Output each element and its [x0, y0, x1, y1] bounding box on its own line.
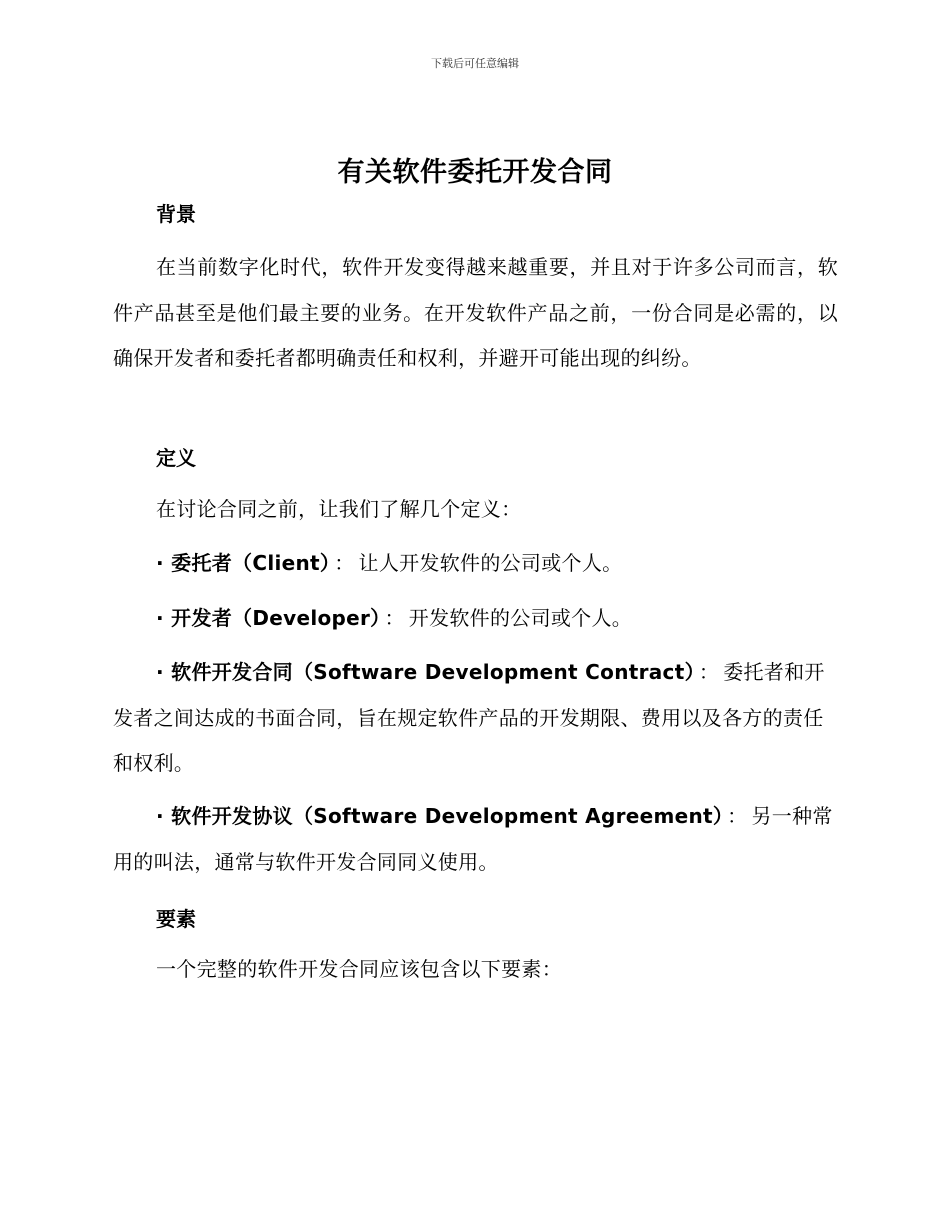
definition-description: 让人开发软件的公司或个人。	[358, 551, 623, 575]
definition-description: 开发软件的公司或个人。	[408, 606, 633, 630]
section-heading-background: 背景	[156, 202, 196, 226]
document-title: 有关软件委托开发合同	[337, 157, 613, 188]
definition-description: 另一种常用的叫法，通常与软件开发合同同义使用。	[113, 804, 833, 874]
definition-description: 委托者和开发者之间达成的书面合同，旨在规定软件产品的开发期限、费用以及各方的责任和权利。	[113, 660, 825, 775]
definition-item-client	[113, 541, 838, 587]
header-note: 下载后可任意编辑	[431, 57, 519, 70]
background-paragraph: 在当前数字化时代，软件开发变得越来越重要，并且对于许多公司而言，软件产品甚至是他们最主要的业务。在开发软件产品之前，一份合同是必需的，以确保开发者和委托者都明确责任和权利，并避开可能出现的纠纷。	[113, 255, 838, 370]
definition-item-developer	[113, 596, 838, 642]
definition-separator: ：	[698, 660, 720, 684]
definition-term: · 委托者（Client）	[156, 551, 331, 575]
definition-term: · 开发者（Developer）	[156, 606, 381, 630]
definitions-intro: 在讨论合同之前，让我们了解几个定义：	[156, 497, 522, 521]
definition-separator: ：	[384, 606, 405, 630]
elements-intro: 一个完整的软件开发合同应该包含以下要素：	[156, 957, 562, 981]
section-heading-elements: 要素	[156, 907, 196, 931]
definition-item-contract	[113, 650, 838, 787]
definition-item-agreement	[113, 794, 838, 885]
definition-term: · 软件开发合同（Software Development Contract）	[156, 660, 695, 684]
definition-term: · 软件开发协议（Software Development Agreement）	[156, 804, 724, 828]
definition-separator: ：	[727, 804, 748, 828]
definition-separator: ：	[334, 551, 355, 575]
section-heading-definitions: 定义	[156, 446, 196, 470]
